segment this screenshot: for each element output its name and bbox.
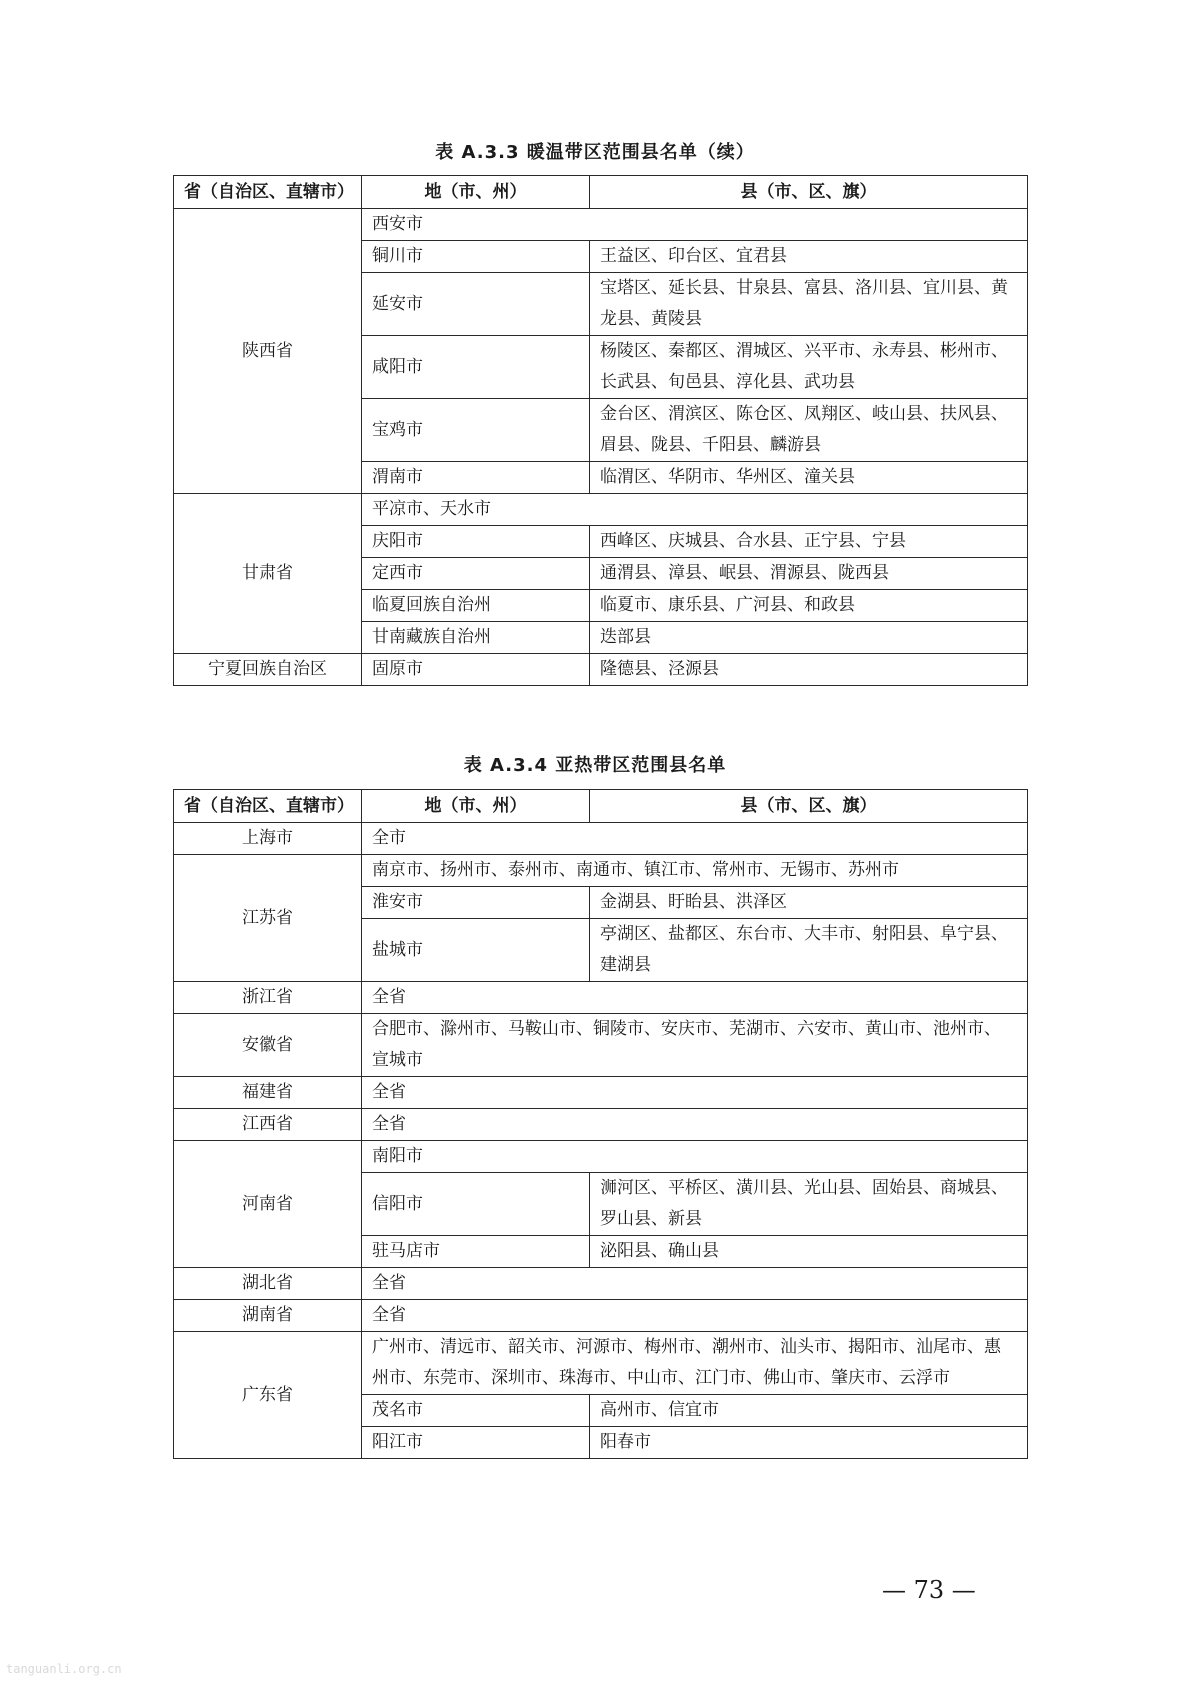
- city-cell: 南阳市: [362, 1141, 1028, 1173]
- county-cell: 临渭区、华阴市、华州区、潼关县: [590, 462, 1028, 494]
- county-cell: 通渭县、漳县、岷县、渭源县、陇西县: [590, 558, 1028, 590]
- city-cell: 铜川市: [362, 241, 590, 273]
- county-cell: 杨陵区、秦都区、渭城区、兴平市、永寿县、彬州市、长武县、旬邑县、淳化县、武功县: [590, 336, 1028, 399]
- city-cell: 全省: [362, 1300, 1028, 1332]
- city-cell: 全市: [362, 823, 1028, 855]
- province-cell: 上海市: [174, 823, 362, 855]
- header-city: 地（市、州）: [362, 176, 590, 209]
- province-cell: 安徽省: [174, 1014, 362, 1077]
- city-cell: 盐城市: [362, 919, 590, 982]
- city-cell: 庆阳市: [362, 526, 590, 558]
- county-cell: 临夏市、康乐县、广河县、和政县: [590, 590, 1028, 622]
- city-cell: 全省: [362, 1109, 1028, 1141]
- county-cell: 高州市、信宜市: [590, 1395, 1028, 1427]
- county-cell: 阳春市: [590, 1427, 1028, 1459]
- header-province: 省（自治区、直辖市）: [174, 176, 362, 209]
- city-cell: 全省: [362, 982, 1028, 1014]
- province-cell: 浙江省: [174, 982, 362, 1014]
- city-cell: 淮安市: [362, 887, 590, 919]
- county-cell: 泌阳县、确山县: [590, 1236, 1028, 1268]
- city-cell: 宝鸡市: [362, 399, 590, 462]
- province-cell: 湖北省: [174, 1268, 362, 1300]
- city-cell: 延安市: [362, 273, 590, 336]
- province-cell: 江苏省: [174, 855, 362, 982]
- city-cell: 茂名市: [362, 1395, 590, 1427]
- city-cell: 全省: [362, 1268, 1028, 1300]
- header-county: 县（市、区、旗）: [590, 176, 1028, 209]
- header-city: 地（市、州）: [362, 790, 590, 823]
- table-warm-temperate: [173, 175, 1028, 686]
- city-cell: 阳江市: [362, 1427, 590, 1459]
- city-cell: 甘南藏族自治州: [362, 622, 590, 654]
- county-cell: 宝塔区、延长县、甘泉县、富县、洛川县、宜川县、黄龙县、黄陵县: [590, 273, 1028, 336]
- province-cell: 湖南省: [174, 1300, 362, 1332]
- city-cell: 全省: [362, 1077, 1028, 1109]
- county-cell: 金台区、渭滨区、陈仓区、凤翔区、岐山县、扶风县、眉县、陇县、千阳县、麟游县: [590, 399, 1028, 462]
- province-cell: 甘肃省: [174, 494, 362, 654]
- county-cell: 金湖县、盱眙县、洪泽区: [590, 887, 1028, 919]
- county-cell: 隆德县、泾源县: [590, 654, 1028, 686]
- city-cell: 南京市、扬州市、泰州市、南通市、镇江市、常州市、无锡市、苏州市: [362, 855, 1028, 887]
- province-cell: 福建省: [174, 1077, 362, 1109]
- watermark: tanguanli.org.cn: [6, 1662, 122, 1676]
- city-cell: 临夏回族自治州: [362, 590, 590, 622]
- province-cell: 广东省: [174, 1332, 362, 1459]
- province-cell: 宁夏回族自治区: [174, 654, 362, 686]
- county-cell: 迭部县: [590, 622, 1028, 654]
- city-cell: 合肥市、滁州市、马鞍山市、铜陵市、安庆市、芜湖市、六安市、黄山市、池州市、宣城市: [362, 1014, 1028, 1077]
- city-cell: 固原市: [362, 654, 590, 686]
- city-cell: 广州市、清远市、韶关市、河源市、梅州市、潮州市、汕头市、揭阳市、汕尾市、惠州市、东莞市、深圳市、珠海市、中山市、江门市、佛山市、肇庆市、云浮市: [362, 1332, 1028, 1395]
- header-county: 县（市、区、旗）: [590, 790, 1028, 823]
- table-subtropical: [173, 789, 1028, 1459]
- county-cell: 王益区、印台区、宜君县: [590, 241, 1028, 273]
- table1-caption: 表 A.3.3 暖温带区范围县名单（续）: [435, 142, 755, 163]
- county-cell: 亭湖区、盐都区、东台市、大丰市、射阳县、阜宁县、建湖县: [590, 919, 1028, 982]
- city-cell: 咸阳市: [362, 336, 590, 399]
- city-cell: 平凉市、天水市: [362, 494, 1028, 526]
- city-cell: 驻马店市: [362, 1236, 590, 1268]
- city-cell: 定西市: [362, 558, 590, 590]
- city-cell: 西安市: [362, 209, 1028, 241]
- city-cell: 渭南市: [362, 462, 590, 494]
- table2-caption: 表 A.3.4 亚热带区范围县名单: [463, 755, 727, 776]
- province-cell: 河南省: [174, 1141, 362, 1268]
- county-cell: 浉河区、平桥区、潢川县、光山县、固始县、商城县、罗山县、新县: [590, 1173, 1028, 1236]
- province-cell: 陕西省: [174, 209, 362, 494]
- header-province: 省（自治区、直辖市）: [174, 790, 362, 823]
- province-cell: 江西省: [174, 1109, 362, 1141]
- page-number: — 73 —: [882, 1576, 976, 1604]
- county-cell: 西峰区、庆城县、合水县、正宁县、宁县: [590, 526, 1028, 558]
- city-cell: 信阳市: [362, 1173, 590, 1236]
